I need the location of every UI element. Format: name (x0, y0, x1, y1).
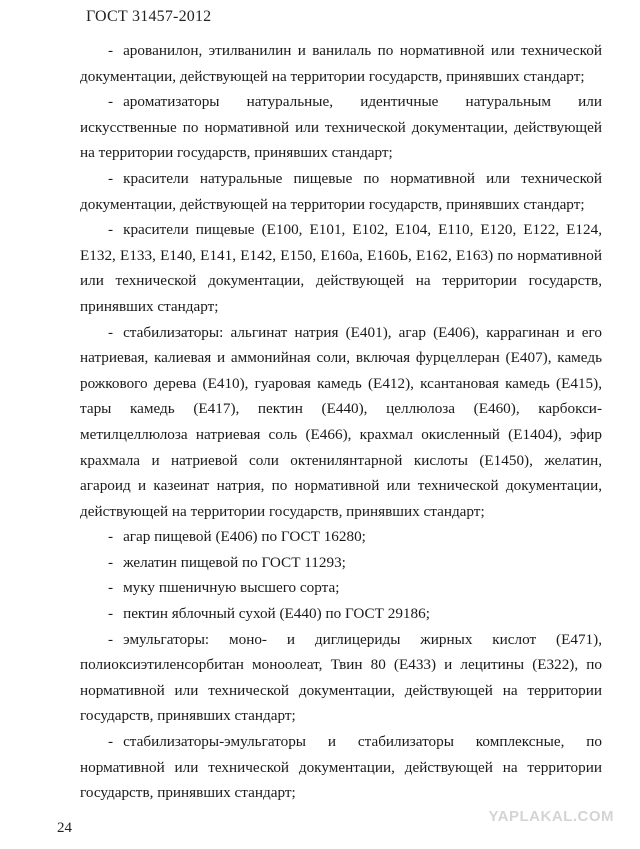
page-number: 24 (57, 820, 72, 836)
list-item-text: желатин пищевой по ГОСТ 11293; (123, 553, 346, 571)
list-item-text: агар пищевой (Е406) по ГОСТ 16280; (123, 528, 366, 546)
list-dash: - (108, 169, 114, 187)
list-item (80, 320, 602, 525)
list-item (80, 550, 602, 576)
list-item (80, 729, 602, 806)
standard-header: ГОСТ 31457-2012 (86, 8, 212, 25)
list-dash: - (108, 630, 114, 648)
site-watermark: YAPLAKAL.COM (488, 808, 614, 825)
list-dash: - (108, 221, 114, 239)
list-item-text: красители натуральные пищевые по нормативной или технической документации, действующей на территории государств, принявших стандарт; (80, 169, 602, 213)
list-item-text: аровaнилон, этилванилин и ванилаль по нормативной или технической документации, действующей на территории государств, принявших стандарт; (80, 42, 602, 85)
list-item-text: стабилизаторы-эмульгаторы и стабилизаторы комплексные, по нормативной или технической документации, действующей на территории государств, принявших стандарт; (80, 733, 602, 802)
list-item (80, 627, 602, 729)
list-dash: - (108, 733, 114, 751)
list-item-text: красители пищевые (Е100, Е101, Е102, Е104, Е110, Е120, Е122, Е124, Е132, Е133, Е140, Е141, Е142, Е150, Е160а, Е160Ь, Е162, Е163) по нормативной или технической документации, действующей на территории государств, принявших стандарт; (80, 221, 602, 315)
list-dash: - (108, 528, 114, 546)
list-item (80, 601, 602, 627)
list-dash: - (108, 579, 114, 597)
list-item-text: пектин яблочный сухой (Е440) по ГОСТ 29186; (123, 605, 430, 623)
list-item-text: ароматизаторы натуральные, идентичные натуральным или искусственные по нормативной или технической документации, действующей на территории государств, принявших стандарт; (80, 93, 602, 162)
list-item (80, 524, 602, 550)
list-item (80, 575, 602, 601)
list-dash: - (108, 93, 114, 111)
list-dash: - (108, 553, 114, 571)
list-item (80, 217, 602, 319)
list-item (80, 166, 602, 217)
list-item (80, 38, 602, 89)
list-item-text: стабилизаторы: альгинат натрия (Е401), агар (Е406), каррагинан и его натриевая, калиевая и аммонийная соли, включая фурцеллеран (Е407), камедь рожкового дерева (Е410), гуаровая камедь (Е412), ксантановая камедь (Е415), тары камедь (Е417), пектин (Е440), целлюлоза (Е460), карбокси-метилцеллюлоза натриевая соль (Е466), крахмал окисленный (Е1404), эфир крахмала и натриевой соли октенилянтарной кислоты (Е1450), желатин, агароид и казеинат натрия, по нормативной или технической документации, действующей на территории государств, принявших стандарт; (80, 323, 602, 520)
list-dash: - (108, 42, 114, 59)
list-dash: - (108, 323, 114, 341)
list-item (80, 89, 602, 166)
ingredient-list (80, 38, 602, 806)
list-item-text: эмульгаторы: моно- и диглицериды жирных кислот (Е471), полиоксиэтиленсорбитан моноолеат, Твин 80 (Е433) и лецитины (Е322), по нормативной или технической документации, действующей на территории государств, принявших стандарт; (80, 630, 602, 725)
list-item-text: муку пшеничную высшего сорта; (123, 579, 340, 597)
list-dash: - (108, 605, 114, 623)
